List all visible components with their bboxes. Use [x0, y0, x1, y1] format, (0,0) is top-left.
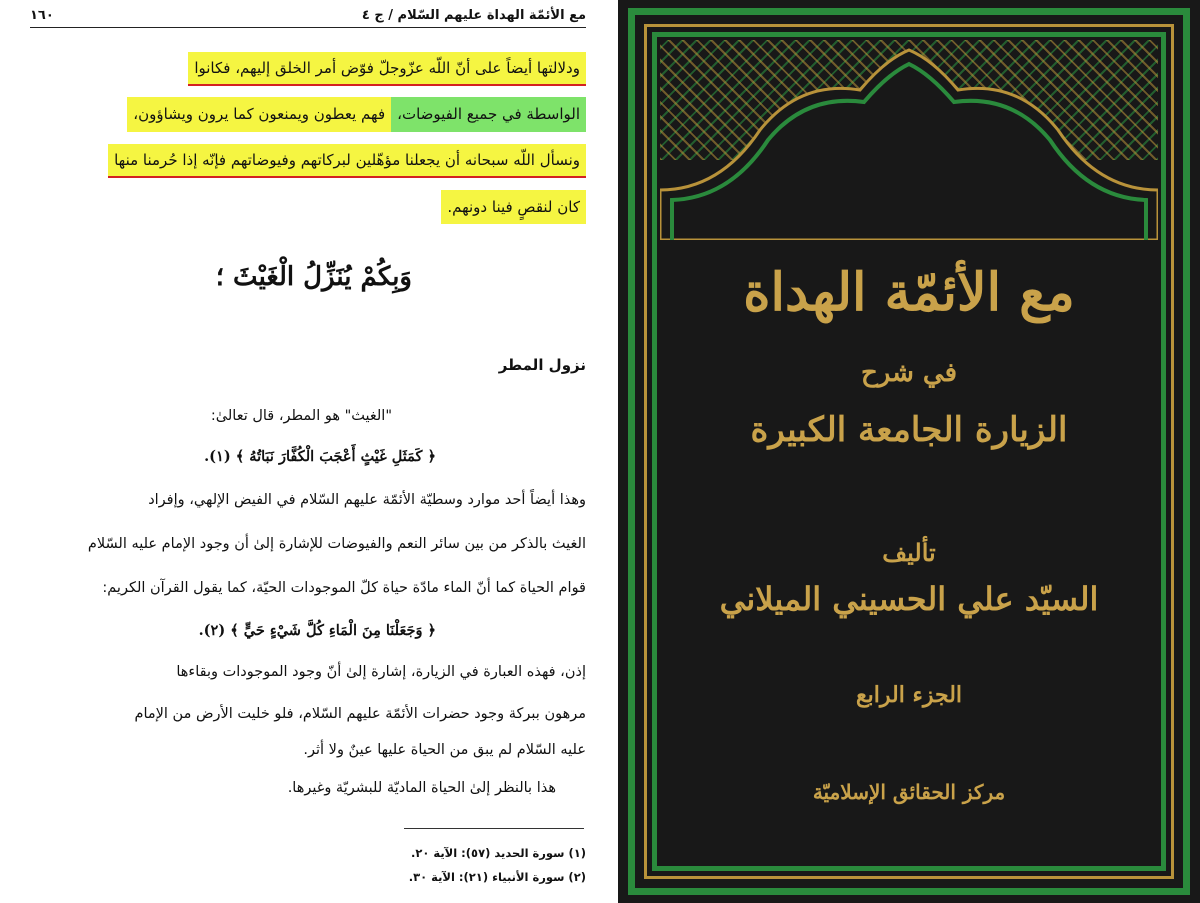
body-line: عليه السّلام لم يبق من الحياة عليها عينٌ ولا أثر. [303, 742, 586, 758]
highlighted-line-4: كان لنقصٍ فينا دونهم. [441, 190, 586, 224]
highlighted-line-3: ونسأل اللّه سبحانه أن يجعلنا مؤهّلين لبركاتهم وفيوضاتهم فإنّه إذا حُرمنا منها [108, 144, 586, 178]
arch-ornament [660, 40, 1158, 240]
body-line: وهذا أيضاً أحد موارد وسطيّة الأئمّة عليهم السّلام في الفيض الإلهي، وإفراد [148, 492, 586, 508]
highlighted-line-2 [127, 98, 586, 132]
footnote: (٢) سورة الأنبياء (٢١): الآية ٣٠. [408, 870, 586, 884]
cover-volume: الجزء الرابع [855, 682, 963, 708]
cover-author-label: تأليف [882, 538, 936, 567]
highlighted-line-1: ودلالتها أيضاً على أنّ اللّه عزّوجلّ فوّض أمر الخلق إليهم، فكانوا [188, 52, 586, 86]
running-header [30, 4, 586, 28]
quran-verse: ﴿ كَمَثَلِ غَيْثٍ أَعْجَبَ الْكُفَّارَ نَبَاتُهُ ﴾ (١). [204, 448, 436, 465]
body-line: قوام الحياة كما أنّ الماء مادّة حياة كلّ الموجودات الحيّة، كما يقول القرآن الكريم: [102, 580, 586, 596]
header-title: مع الأئمّة الهداة عليهم السّلام / ج ٤ [361, 8, 586, 23]
cover-subtitle-prefix: في شرح [860, 358, 958, 388]
body-line: مرهون ببركة وجود حضرات الأئمّة عليهم السّلام، فلو خليت الأرض من الإمام [134, 706, 586, 722]
cover-publisher: مركز الحقائق الإسلاميّة [812, 780, 1006, 804]
cover-title: مع الأئمّة الهداة [743, 262, 1075, 323]
cover-author: السيّد علي الحسيني الميلاني [719, 580, 1099, 618]
body-line: الغيث بالذكر من بين سائر النعم والفيوضات للإشارة إلىٰ أن وجود الإمام عليه السّلام [87, 536, 586, 552]
yellow-highlight: فهم يعطون ويمنعون كما يرون ويشاؤون، [127, 97, 391, 132]
body-line: "الغيث" هو المطر، قال تعالىٰ: [210, 408, 392, 424]
green-highlight: الواسطة في جميع الفيوضات، [391, 97, 586, 132]
body-line: إذن، فهذه العبارة في الزيارة، إشارة إلىٰ أنّ وجود الموجودات وبقاءها [176, 664, 586, 680]
body-line: هذا بالنظر إلىٰ الحياة الماديّة للبشريّة وغيرها. [287, 780, 556, 796]
page-number: ١٦٠ [30, 8, 54, 23]
footnote: (١) سورة الحديد (٥٧): الآية ٢٠. [410, 846, 586, 860]
cover-subtitle: الزيارة الجامعة الكبيرة [750, 410, 1068, 450]
footnote-divider [404, 828, 584, 829]
section-title: وَبِكُمْ يُنَزِّلُ الْغَيْثَ ؛ [215, 262, 412, 292]
book-cover [618, 0, 1200, 903]
quran-verse: ﴿ وَجَعَلْنَا مِنَ الْمَاءِ كُلَّ شَيْءٍ حَيٍّ ﴾ (٢). [198, 622, 436, 639]
sub-heading: نزول المطر [498, 356, 586, 374]
